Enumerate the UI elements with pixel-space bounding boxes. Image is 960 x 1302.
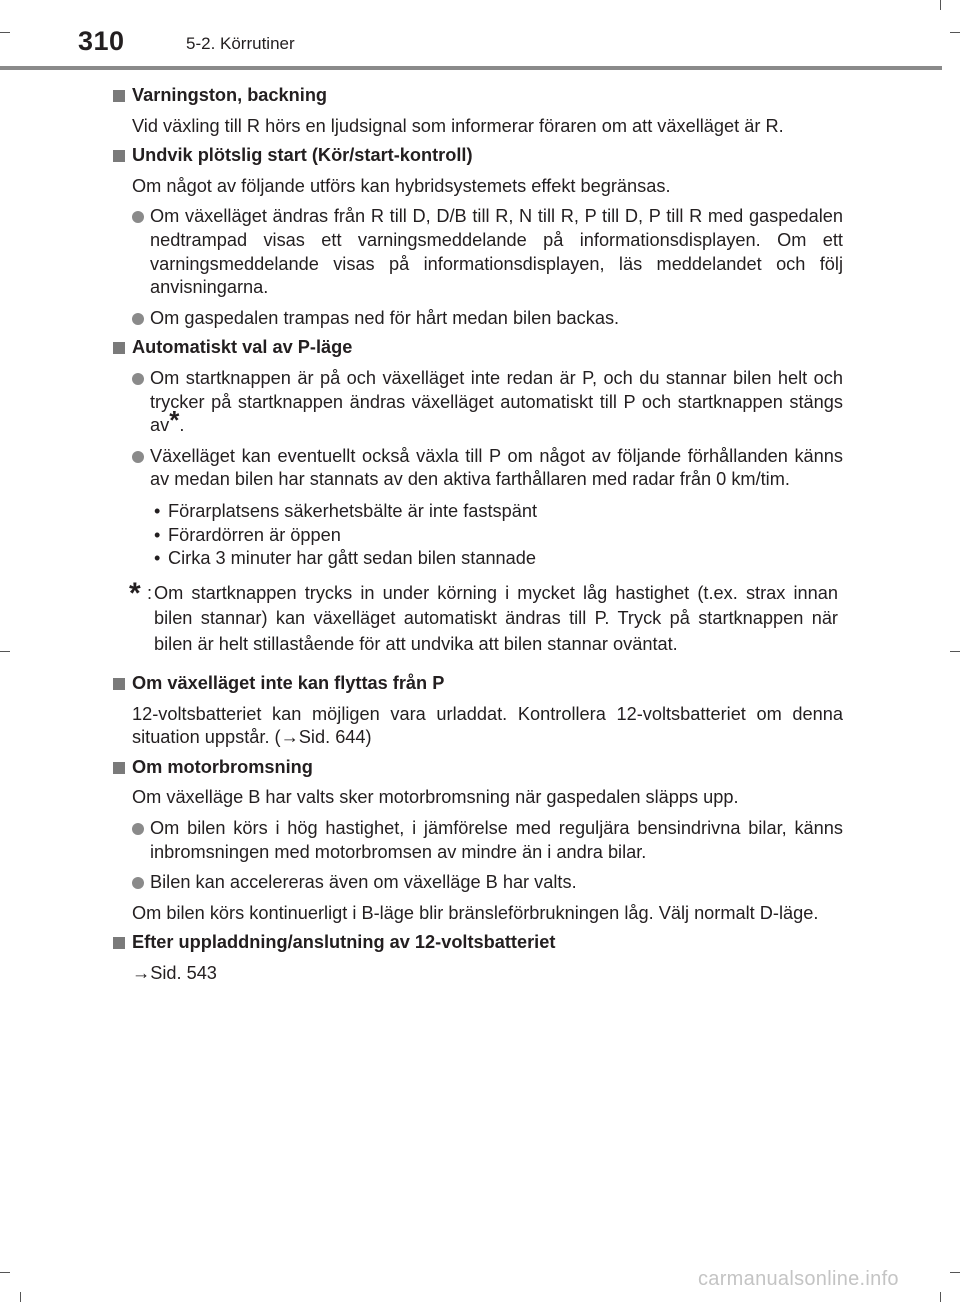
crop-mark — [0, 32, 10, 33]
crop-mark — [0, 651, 10, 652]
square-bullet-icon — [113, 937, 125, 949]
list-item: • Förarplatsens säkerhetsbälte är inte fastspänt — [154, 500, 537, 521]
list-item: • Cirka 3 minuter har gått sedan bilen stannade — [154, 548, 537, 569]
crop-mark — [940, 1292, 941, 1302]
page-content — [113, 78, 843, 986]
paragraph: 12-voltsbatteriet kan möjligen vara urladdat. Kontrollera 12-voltsbatteriet om denna situation uppstår. (→Sid. 644) — [132, 703, 843, 748]
bullet-item: Om bilen körs i hög hastighet, i jämförelse med reguljära bensindrivna bilar, känns inbromsningen med motorbromsen av mindre än i andra bilar. — [113, 817, 843, 864]
square-bullet-icon — [113, 762, 125, 774]
bullet-item: Växelläget kan eventuellt också växla till P om något av följande förhållanden känns av medan bilen har stannats av den aktiva farthållaren med radar från 0 km/tim. — [113, 445, 843, 492]
section-title-reversing-tone: Varningston, backning — [113, 84, 843, 108]
bullet-item: Bilen kan accelereras även om växelläge B har valts. — [113, 871, 843, 895]
crop-mark — [950, 1272, 960, 1273]
circle-bullet-icon — [132, 451, 144, 463]
watermark: carmanualsonline.info — [698, 1268, 899, 1290]
crop-mark — [950, 32, 960, 33]
crop-mark — [940, 0, 941, 10]
sub-list — [113, 500, 843, 571]
paragraph: Vid växling till R hörs en ljudsignal som informerar föraren om att växelläget är R. — [132, 115, 784, 136]
square-bullet-icon — [113, 90, 125, 102]
square-bullet-icon — [113, 342, 125, 354]
circle-bullet-icon — [132, 313, 144, 325]
crop-mark — [20, 1292, 21, 1302]
footnote: * : Om startknappen trycks in under körning i mycket låg hastighet (t.ex. strax innan bilen stannar) kan växelläget automatiskt ändras till P. Tryck på startknappen när bilen är helt stillastående för att undvika att bilen stannar oväntat. — [129, 576, 838, 655]
paragraph: →Sid. 543 — [132, 963, 217, 984]
paragraph: Om bilen körs kontinuerligt i B-läge blir bränsleförbrukningen låg. Välj normalt D-läge. — [132, 902, 819, 923]
crop-mark — [0, 1272, 10, 1273]
circle-bullet-icon — [132, 211, 144, 223]
paragraph: Om något av följande utförs kan hybridsystemets effekt begränsas. — [132, 175, 671, 196]
section-title-auto-p: Automatiskt val av P-läge — [113, 336, 843, 360]
chapter-title: 5-2. Körrutiner — [186, 34, 295, 53]
footnote-marker: * — [169, 405, 180, 436]
section-title-sudden-start: Undvik plötslig start (Kör/start-kontroll) — [113, 144, 843, 168]
page-number: 310 — [78, 26, 125, 56]
circle-bullet-icon — [132, 373, 144, 385]
paragraph: Om växelläge B har valts sker motorbromsning när gaspedalen släpps upp. — [132, 787, 739, 808]
header-rule — [0, 66, 942, 70]
square-bullet-icon — [113, 150, 125, 162]
circle-bullet-icon — [132, 877, 144, 889]
bullet-item: Om gaspedalen trampas ned för hårt medan bilen backas. — [113, 307, 843, 331]
section-title-after-charging: Efter uppladdning/anslutning av 12-voltsbatteriet — [113, 931, 843, 955]
section-title-engine-braking: Om motorbromsning — [113, 756, 843, 780]
footnote-marker: * — [129, 576, 141, 610]
section-title-cannot-shift: Om växelläget inte kan flyttas från P — [113, 672, 843, 696]
square-bullet-icon — [113, 678, 125, 690]
bullet-item: Om startknappen är på och växelläget inte redan är P, och du stannar bilen helt och trycker på startknappen ändras växelläget automatiskt till P och startknappen stängs av*. — [113, 367, 843, 438]
list-item: • Förardörren är öppen — [154, 524, 341, 545]
crop-mark — [950, 651, 960, 652]
circle-bullet-icon — [132, 823, 144, 835]
bullet-item: Om växelläget ändras från R till D, D/B till R, N till R, P till D, P till R med gaspedalen nedtrampad visas ett varningsmeddelande på informationsdisplayen. Om ett varningsmeddelande visas på informationsdisplayen, läs meddelandet och följ anvisningarna. — [113, 205, 843, 299]
